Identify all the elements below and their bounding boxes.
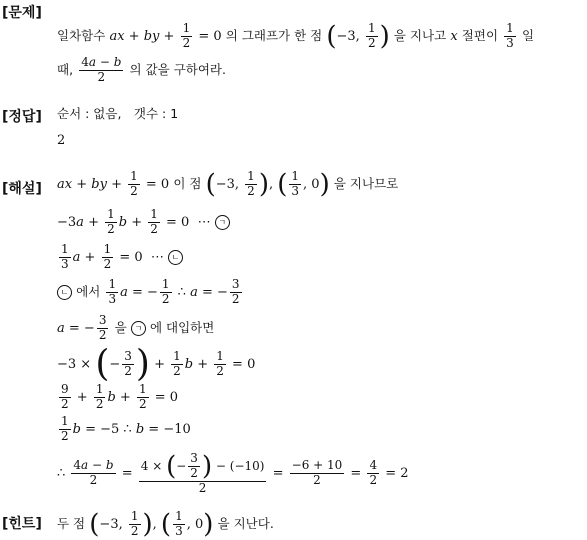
answer-label: [정답] [2, 109, 42, 125]
answer-order-count: 순서 : 없음, 갯수 : 1 [57, 106, 179, 121]
circle-label-2b: ㄴ [57, 285, 72, 300]
solution-point-a: (−3, $\frac{1}{2}$ ), ( $\frac{1}{3}$ , 0) [205, 169, 330, 200]
solution-eq-8: $\frac{1}{2}$ b = −5 ∴ b = −10 [61, 414, 191, 443]
problem-text-mid: 의 그래프가 한 점 [225, 27, 323, 43]
problem-intercept-value: $\frac{1}{3}$ [506, 21, 514, 50]
solution-eq-3: $\frac{1}{3}$ a + $\frac{1}{2}$ = 0 ⋯ [61, 242, 169, 271]
answer-value: 2 [57, 133, 66, 148]
solution-line-8 [57, 415, 191, 444]
hint-label: [힌트] [2, 516, 42, 532]
solution-line-9 [57, 452, 409, 495]
hint-text-prefix: 두 점 [57, 515, 86, 531]
problem-line-2 [57, 56, 226, 85]
solution-eq-9: ∴ $\frac{4a - b}{2}$ = 4 × (− $\frac{3}{2}$ ) − (−10) 2 = $\frac{-6 + 10}{2}$ = $\frac{4}{2}$ = 2 [57, 451, 409, 495]
problem-line2-suffix: 의 값을 구하여라. [129, 61, 226, 77]
problem-text-prefix: 일차함수 [57, 27, 106, 43]
problem-point: (−3, $\frac{1}{2}$ ) [326, 21, 390, 52]
circle-label-1: ㄱ [215, 215, 230, 230]
solution-text-tail: 을 지나므로 [333, 175, 399, 191]
solution-line-2 [57, 208, 230, 237]
solution-text-point: 이 점 [173, 175, 202, 191]
solution-label: [해설] [2, 181, 42, 197]
circle-label-1b: ㄱ [131, 321, 146, 336]
problem-text-tail: 일 [521, 27, 535, 43]
hint-points: (−3, $\frac{1}{2}$ ), ( $\frac{1}{3}$ , 0) [89, 509, 214, 540]
answer-line-2 [57, 134, 65, 147]
answer-line-1 [57, 108, 178, 121]
solution-text-substitute: 에 대입하면 [149, 319, 215, 335]
solution-line-3 [57, 243, 183, 272]
solution-eq-7: $\frac{9}{2}$ + $\frac{1}{2}$ b + $\frac{1}{2}$ = 0 [61, 382, 179, 411]
solution-eq-6: −3 × (− $\frac{3}{2}$ ) + $\frac{1}{2}$ b + $\frac{1}{2}$ = 0 [57, 343, 256, 384]
solution-line-7 [57, 383, 178, 412]
problem-line-1 [57, 22, 534, 51]
solution-line-5 [57, 314, 214, 343]
problem-x-var: x [450, 28, 458, 44]
problem-target-expr: $\frac{4a - b}{2}$ [81, 55, 122, 84]
solution-eq-2: −3a + $\frac{1}{2}$ b + $\frac{1}{2}$ = 0 ⋯ [57, 207, 215, 236]
circle-label-2: ㄴ [168, 250, 183, 265]
solution-line-4 [57, 278, 244, 307]
solution-line-1 [57, 170, 398, 199]
solution-text-from: 에서 [76, 283, 101, 299]
problem-line2-prefix: 때, [57, 61, 74, 77]
problem-equation: ax + by + $\frac{1}{2}$ = 0 [109, 21, 226, 50]
solution-line-6 [57, 343, 256, 384]
solution-eq-4: $\frac{1}{3}$ a = − $\frac{1}{2}$ ∴ a = − $\frac{3}{2}$ [108, 277, 240, 306]
solution-eq-5: a = − $\frac{3}{2}$ [57, 313, 107, 342]
problem-text-after-point: 을 지나고 [393, 27, 447, 43]
hint-text-suffix: 을 지난다. [217, 515, 274, 531]
problem-label: [문제] [2, 5, 42, 21]
hint-line [57, 510, 274, 539]
problem-text-intercept: 절편이 [461, 27, 499, 43]
solution-eq-1: ax + by + $\frac{1}{2}$ = 0 [57, 169, 174, 198]
solution-text-eul: 을 [114, 319, 127, 335]
